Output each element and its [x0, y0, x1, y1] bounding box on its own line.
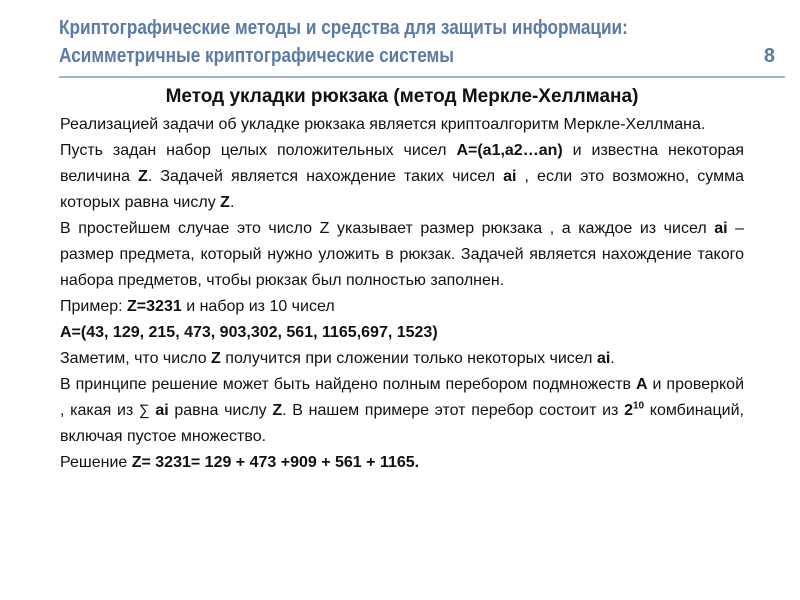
variable-a: A — [636, 376, 648, 393]
text-span: и проверкой , какая из — [60, 376, 745, 419]
power-exponent: 10 — [632, 400, 645, 412]
text-span: Пример: — [60, 298, 128, 315]
text-span: и набор из 10 чисел — [181, 298, 335, 315]
variable-ai: ai — [596, 350, 611, 367]
text-span: получится при сложении только некоторых чисел — [220, 350, 597, 367]
content-title: Метод укладки рюкзака (метод Меркле-Хеллмана) — [165, 86, 639, 107]
paragraph-problem-statement — [60, 138, 744, 216]
sigma-symbol: ∑ — [138, 402, 150, 419]
solution-formula: Z= 3231= 129 + 473 +909 + 561 + 1165. — [131, 454, 420, 471]
variable-ai: ai — [503, 168, 517, 185]
paragraph-simplest-case — [60, 216, 744, 294]
slide-header — [59, 14, 783, 74]
header-divider — [59, 76, 785, 78]
variable-z: Z — [138, 168, 148, 185]
paragraph-note — [60, 346, 744, 372]
header-title-line-1: Криптографические методы и средства для защиты информации: — [59, 17, 628, 39]
power-base: 2 — [624, 402, 633, 419]
text-span: Решение — [60, 454, 132, 471]
text-span: . — [229, 194, 235, 211]
text-span: . — [610, 350, 615, 367]
paragraph-example-set — [60, 320, 744, 346]
variable-ai: ai — [714, 220, 728, 237]
example-set-a: A=(43, 129, 215, 473, 903,302, 561, 1165,697, 1523) — [60, 324, 438, 341]
paragraph-intro: Реализацией задачи об укладке рюкзака является криптоалгоритм Меркле-Хеллмана. — [60, 116, 706, 133]
header-title-line-2: Асимметричные криптографические системы — [59, 45, 454, 67]
text-span: В принципе решение может быть найдено полным перебором подмножеств — [60, 376, 636, 393]
text-span: В простейшем случае это число Z указывает размер рюкзака , а каждое из чисел — [60, 220, 715, 237]
set-a-formula: A=(a1,a2…an) — [456, 142, 563, 159]
paragraph-brute-force — [60, 372, 744, 450]
text-span: . Задачей является нахождение таких чисел — [147, 168, 504, 185]
slide-content — [60, 84, 744, 476]
text-span: Пусть задан набор целых положительных чисел — [60, 142, 457, 159]
example-z-value: Z=3231 — [127, 298, 182, 315]
text-span: и известна некоторая величина — [60, 142, 744, 185]
paragraph-solution — [60, 450, 744, 476]
text-span: , если это возможно, сумма которых равна числу — [60, 168, 744, 211]
variable-z: Z — [272, 402, 283, 419]
variable-ai: ai — [149, 402, 169, 419]
text-span: комбинаций, включая пустое множество. — [60, 402, 744, 445]
variable-z: Z — [211, 350, 221, 367]
paragraph-example — [60, 294, 744, 320]
slide-number: 8 — [763, 45, 775, 67]
text-span: равна числу — [168, 402, 273, 419]
variable-z: Z — [220, 194, 230, 211]
text-span: – размер предмета, который нужно уложить в рюкзак. Задачей является нахождение такого набора предметов, чтобы рюкзак был полностью заполнен. — [60, 220, 745, 289]
text-span: . В нашем примере этот перебор состоит из — [282, 402, 625, 419]
header-title — [59, 14, 627, 70]
text-span: Заметим, что число — [60, 350, 212, 367]
